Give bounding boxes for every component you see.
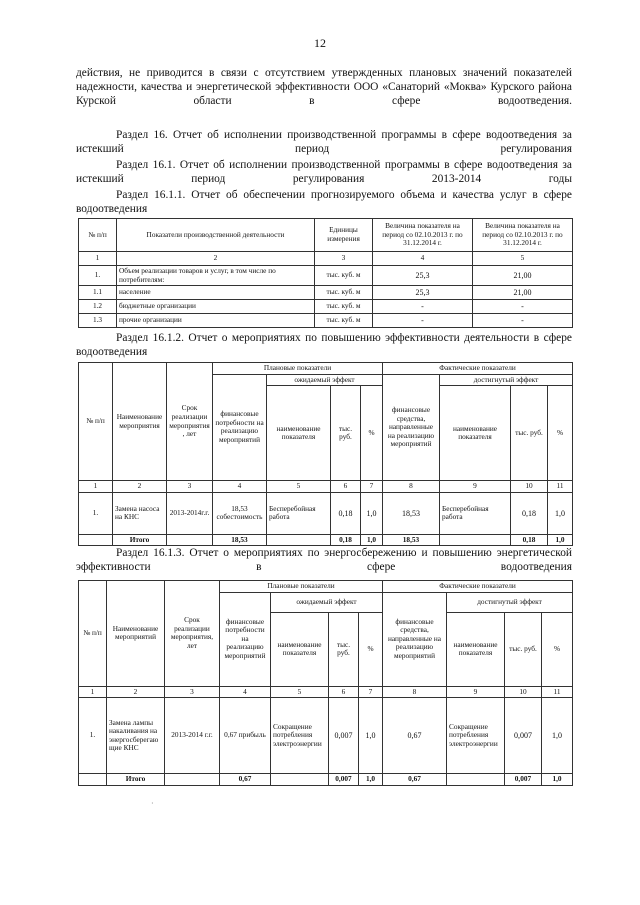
- col-header-thousand-rub: тыс. руб.: [331, 386, 361, 481]
- total-planned-percent: 1,0: [361, 534, 383, 546]
- column-number: 1: [79, 252, 117, 266]
- row-number: 1.: [79, 492, 113, 534]
- table-row: [79, 300, 573, 314]
- table-row: [79, 266, 573, 286]
- section-16-1-2-heading: Раздел 16.1.2. Отчет о мероприятиях по повышению эффективности деятельности в сфере водоотведения: [76, 332, 572, 358]
- column-number: 5: [473, 252, 573, 266]
- column-number: 3: [315, 252, 373, 266]
- actual-indicators-header: Фактические показатели: [383, 363, 573, 375]
- col-header-thousand-rub: тыс. руб.: [329, 612, 359, 686]
- total-actual-finance: 0,67: [383, 774, 447, 786]
- row-unit: тыс. куб. м: [315, 286, 373, 300]
- col-header-percent: %: [361, 386, 383, 481]
- planned-finance: 18,53 собестоимость: [213, 492, 267, 534]
- col-header-indicator: наименование показателя: [271, 612, 329, 686]
- actual-finance: 18,53: [383, 492, 440, 534]
- intro-paragraph: действия, не приводится в связи с отсутствием утвержденных плановых значений показателей надежности, качества и энергетической эффективности ООО «Санаторий «Моква» Курского района Курской области в сфере водоотведения.: [76, 67, 572, 107]
- measure-name: Замена лампы накаливания на энергосберегающие КНС: [107, 698, 165, 774]
- page-number: 12: [314, 36, 326, 50]
- actual-finance: 0,67: [383, 698, 447, 774]
- col-header-percent: %: [542, 612, 573, 686]
- row-indicator: население: [117, 286, 315, 300]
- col-header-value-2: Величина показателя на период со 02.10.2013 г. по 31.12.2014 г.: [473, 219, 573, 252]
- row-value-2: 21,00: [473, 286, 573, 300]
- expected-effect-header: ожидаемый эффект: [271, 592, 383, 612]
- row-indicator: бюджетные организации: [117, 300, 315, 314]
- planned-indicators-header: Плановые показатели: [220, 581, 383, 593]
- total-planned-finance: 18,53: [213, 534, 267, 546]
- actual-percent: 1,0: [548, 492, 573, 534]
- energy-saving-table: [78, 580, 573, 786]
- col-header-indicator: наименование показателя: [440, 386, 511, 481]
- table-row: [79, 286, 573, 300]
- planned-indicator: Сокращение потребления электроэнергии: [271, 698, 329, 774]
- volume-table: [78, 218, 573, 328]
- measure-term: 2013-2014 г.г.: [165, 698, 220, 774]
- total-actual-finance: 18,53: [383, 534, 440, 546]
- column-number: 2: [117, 252, 315, 266]
- total-planned-thousand-rub: 0,18: [331, 534, 361, 546]
- actual-thousand-rub: 0,18: [511, 492, 548, 534]
- column-number: 8: [383, 481, 440, 493]
- total-label: Итого: [113, 534, 167, 546]
- section-16-1-3-heading: Раздел 16.1.3. Отчет о мероприятиях по энергосбережению и повышению энергетической эффективности в сфере водоотведения: [76, 547, 572, 573]
- column-number: 4: [373, 252, 473, 266]
- total-actual-thousand-rub: 0,18: [511, 534, 548, 546]
- col-header-percent: %: [548, 386, 573, 481]
- column-number: 10: [505, 686, 542, 698]
- col-header-thousand-rub: тыс. руб.: [511, 386, 548, 481]
- column-number-row: [79, 481, 573, 493]
- total-actual-percent: 1,0: [548, 534, 573, 546]
- column-number: 11: [542, 686, 573, 698]
- planned-thousand-rub: 0,18: [331, 492, 361, 534]
- column-number: 6: [331, 481, 361, 493]
- col-header-unit: Единицы измерения: [315, 219, 373, 252]
- col-header-no: № п/п: [79, 219, 117, 252]
- col-header-name: Наименование мероприятия: [113, 363, 167, 481]
- total-actual-thousand-rub: 0,007: [505, 774, 542, 786]
- row-indicator: прочие организации: [117, 314, 315, 328]
- expected-effect-header: ожидаемый эффект: [267, 374, 383, 386]
- row-number: 1.1: [79, 286, 117, 300]
- col-header-indicator: наименование показателя: [267, 386, 331, 481]
- row-number: 1.: [79, 266, 117, 286]
- column-number: 3: [165, 686, 220, 698]
- column-number: 7: [359, 686, 383, 698]
- col-header-finance-actual: финансовые средства, направленные на реализацию мероприятий: [383, 592, 447, 686]
- column-number: 5: [267, 481, 331, 493]
- table-header-row: [79, 363, 573, 375]
- col-header-indicator: Показатели производственной деятельности: [117, 219, 315, 252]
- row-unit: тыс. куб. м: [315, 314, 373, 328]
- total-actual-percent: 1,0: [542, 774, 573, 786]
- measure-name: Замена насоса на КНС: [113, 492, 167, 534]
- planned-thousand-rub: 0,007: [329, 698, 359, 774]
- measure-term: 2013-2014г.г.: [167, 492, 213, 534]
- actual-indicator: Бесперебойная работа: [440, 492, 511, 534]
- col-header-no: № п/п: [79, 581, 107, 687]
- col-header-finance-plan: финансовые потребности на реализацию мероприятий: [213, 374, 267, 481]
- col-header-name: Наименование мероприятий: [107, 581, 165, 687]
- row-value-1: -: [373, 314, 473, 328]
- col-header-percent: %: [359, 612, 383, 686]
- table-row: [79, 314, 573, 328]
- column-number-row: [79, 686, 573, 698]
- column-number-row: [79, 252, 573, 266]
- table-row: [79, 492, 573, 534]
- col-header-value-1: Величина показателя на период со 02.10.2013 г. по 31.12.2014 г.: [373, 219, 473, 252]
- row-unit: тыс. куб. м: [315, 300, 373, 314]
- planned-indicators-header: Плановые показатели: [213, 363, 383, 375]
- table-header-row: [79, 581, 573, 593]
- col-header-finance-actual: финансовые средства, направленные на реализацию мероприятий: [383, 374, 440, 481]
- row-number: 1.: [79, 698, 107, 774]
- col-header-no: № п/п: [79, 363, 113, 481]
- column-number: 10: [511, 481, 548, 493]
- planned-finance: 0,67 прибыль: [220, 698, 271, 774]
- total-row: [79, 534, 573, 546]
- col-header-term: Срок реализации мероприятия, лет: [167, 363, 213, 481]
- planned-indicator: Бесперебойная работа: [267, 492, 331, 534]
- total-planned-thousand-rub: 0,007: [329, 774, 359, 786]
- col-header-thousand-rub: тыс. руб.: [505, 612, 542, 686]
- row-unit: тыс. куб. м: [315, 266, 373, 286]
- row-value-1: 25,3: [373, 266, 473, 286]
- actual-indicator: Сокращение потребления электроэнергии: [447, 698, 505, 774]
- column-number: 6: [329, 686, 359, 698]
- total-planned-percent: 1,0: [359, 774, 383, 786]
- actual-thousand-rub: 0,007: [505, 698, 542, 774]
- column-number: 2: [113, 481, 167, 493]
- scan-mark: ·: [151, 799, 154, 808]
- section-16-1-1-heading: Раздел 16.1.1. Отчет об обеспечении прогнозируемого объема и качества услуг в сфере водоотведения: [76, 189, 572, 215]
- column-number: 2: [107, 686, 165, 698]
- column-number: 5: [271, 686, 329, 698]
- col-header-finance-plan: финансовые потребности на реализацию мероприятий: [220, 592, 271, 686]
- column-number: 8: [383, 686, 447, 698]
- total-planned-finance: 0,67: [220, 774, 271, 786]
- planned-percent: 1,0: [359, 698, 383, 774]
- column-number: 9: [440, 481, 511, 493]
- total-row: [79, 774, 573, 786]
- row-indicator: Объем реализации товаров и услуг, в том числе по потребителям:: [117, 266, 315, 286]
- planned-percent: 1,0: [361, 492, 383, 534]
- column-number: 4: [213, 481, 267, 493]
- row-number: 1.2: [79, 300, 117, 314]
- row-value-1: 25,3: [373, 286, 473, 300]
- row-number: 1.3: [79, 314, 117, 328]
- actual-indicators-header: Фактические показатели: [383, 581, 573, 593]
- column-number: 7: [361, 481, 383, 493]
- row-value-2: 21,00: [473, 266, 573, 286]
- efficiency-measures-table: [78, 362, 573, 546]
- achieved-effect-header: достигнутый эффект: [447, 592, 573, 612]
- row-value-2: -: [473, 300, 573, 314]
- table-row: [79, 698, 573, 774]
- table-header-row: [79, 219, 573, 252]
- column-number: 4: [220, 686, 271, 698]
- section-16-heading: Раздел 16. Отчет об исполнении производственной программы в сфере водоотведения за истекший период регулирования: [76, 129, 572, 155]
- row-value-1: -: [373, 300, 473, 314]
- col-header-term: Срок реализации мероприятия, лет: [165, 581, 220, 687]
- column-number: 1: [79, 686, 107, 698]
- achieved-effect-header: достигнутый эффект: [440, 374, 573, 386]
- column-number: 11: [548, 481, 573, 493]
- section-16-1-heading: Раздел 16.1. Отчет об исполнении производственной программы в сфере водоотведения за истекший период регулирования 2013-2014 годы: [76, 159, 572, 185]
- column-number: 3: [167, 481, 213, 493]
- actual-percent: 1,0: [542, 698, 573, 774]
- column-number: 1: [79, 481, 113, 493]
- row-value-2: -: [473, 314, 573, 328]
- col-header-indicator: наименование показателя: [447, 612, 505, 686]
- column-number: 9: [447, 686, 505, 698]
- total-label: Итого: [107, 774, 165, 786]
